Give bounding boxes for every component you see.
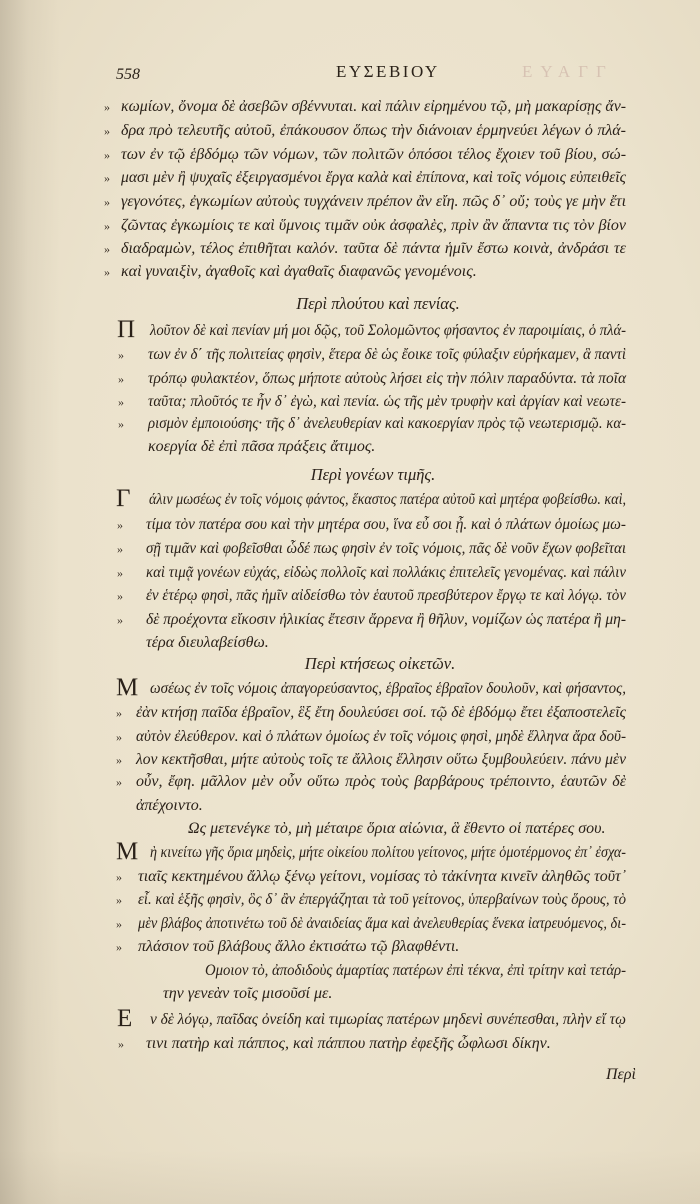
text-line <box>0 214 700 238</box>
line-text: δὲ προέχοντα εἴκοσιν ἡλικίας ἔτεσιν ἄρρενα ἢ θῆλυν, νομίζων ὡς πατέρα ἢ μη- <box>146 611 627 628</box>
line-text: Ως μετενέγκε τὸ, μὴ μέταιρε ὅρια αἰώνια, ἃ ἔθεντο οἱ πατέρες σου. <box>188 820 606 837</box>
quotation-mark: » <box>118 417 124 431</box>
line-text: άλιν μωσέως ἐν τοῖς νόμοις φάντος, ἕκαστος πατέρα αὐτοῦ καὶ μητέρα φοβείσθω. καὶ, <box>149 491 626 508</box>
drop-initial: Μ <box>116 674 139 701</box>
line-text: αὐτὸν ἐλεύθερον. καὶ ὁ πλάτων ὁμοίως ἐν τοῖς νόμοις φησὶ, μηδὲ ἕλληνα ἄρα δοῦ- <box>136 728 627 745</box>
text-line <box>0 119 700 143</box>
line-text: εἶ. καὶ ἑξῆς φησὶν, ὃς δ᾽ ἂν ἐπεργάζηται τὰ τοῦ γείτονος, ὑπερβαίνων τοὺς ὅρους, τὸ <box>138 891 627 908</box>
section-heading <box>0 463 700 487</box>
text-line <box>0 608 700 632</box>
text-line <box>0 770 700 794</box>
quotation-mark: » <box>104 242 110 256</box>
quotation-mark: » <box>104 219 110 233</box>
quotation-mark: » <box>104 148 110 162</box>
line-text: των ἐν δ΄ τῆς πολιτείας φησὶν, ἕτερα δὲ ὡς ἔοικε τοῖς φύλαξιν εὑρήκαμεν, ἃ παντὶ <box>148 346 627 363</box>
text-line <box>0 412 700 436</box>
text-line <box>0 725 700 749</box>
running-head: ΕΥΣΕΒΙΟΥ <box>336 62 440 81</box>
line-text: καὶ τιμᾷ γονέων εὐχάς, εἰδὼς πολλοῖς καὶ πολλάκις ἐπιτελεῖς γενομένας. καὶ πάλιν <box>146 564 626 581</box>
line-text: καὶ γυναιξὶν, ἀγαθοῖς καὶ ἀγαθαῖς διαφανῶς γενομένοις. <box>121 263 477 280</box>
quotation-mark: » <box>116 917 122 931</box>
text-line <box>0 561 700 585</box>
text-line <box>0 237 700 261</box>
section-heading <box>0 652 700 676</box>
text-line <box>0 390 700 414</box>
quotation-mark: » <box>104 124 110 138</box>
line-text: των ἐν τῷ ἑβδόμῳ τῶν νόμων, τῶν πολιτῶν ὁπόσοι τέλος ἔχοιεν τοῦ βίου, σώ- <box>121 146 627 163</box>
line-text: ν δὲ λόγῳ, παῖδας ὀνείδη καὶ τιμωρίας πατέρων μηδενὶ συνέπεσθαι, πλὴν εἴ τῳ <box>150 1011 626 1028</box>
drop-initial: Ε <box>117 1005 133 1032</box>
citation-line <box>0 982 700 1006</box>
quotation-mark: » <box>118 395 124 409</box>
line-text: δρα πρὸ τελευτῆς αὐτοῦ, ἐπάκουσον ὅπως τὴν διάνοιαν ἑρμηνεύει λέγων ὁ πλά- <box>121 122 626 139</box>
line-text: ἐν ἑτέρῳ φησὶ, πᾶς ἡμῖν αἰδείσθω τὸν ἑαυτοῦ πρεσβύτερον ἔργῳ τε καὶ λόγῳ. τὸν <box>146 587 626 604</box>
line-text: οὖν, ἔφη. μᾶλλον μὲν οὖν οὕτω πρὸς τοὺς βαρβάρους τρέποιντο, ἑαυτῶν δὲ <box>136 773 627 790</box>
section-heading <box>0 292 700 316</box>
line-text: μὲν βλάβος ἀποτινέτω τοῦ δὲ ἀναιδείας ἅμα καὶ ἀνελευθερίας ἕνεκα ἰατρευόμενος, δι- <box>138 915 627 932</box>
line-text: λον κεκτῆσθαι, μήτε αὐτοὺς τοῖς τε ἄλλοις ἕλλησιν οὕτω ξυμβουλεύειν. πάνυ μὲν <box>136 751 626 768</box>
line-text: τινι πατὴρ καὶ πάππος, καὶ πάππου πατὴρ ἐφεξῆς ὦφλωσι δίκην. <box>146 1035 551 1052</box>
text-line <box>0 674 700 701</box>
line-text: Ομοιον τὸ, ἀποδιδοὺς ἁμαρτίας πατέρων ἐπὶ τέκνα, ἐπὶ τρίτην καὶ τετάρ- <box>205 962 627 979</box>
text-line <box>0 95 700 119</box>
text-line <box>0 190 700 214</box>
quotation-mark: » <box>118 1037 124 1051</box>
quotation-mark: » <box>118 372 124 386</box>
text-line <box>0 537 700 561</box>
text-line <box>0 584 700 608</box>
line-text: τέρα διευλαβείσθω. <box>146 634 269 651</box>
line-text: κοεργία δὲ ἐπὶ πᾶσα πράξεις ἄτιμος. <box>148 438 376 455</box>
line-text: ἐὰν κτήσῃ παῖδα ἑβραῖον, ἓξ ἔτη δουλεύσει σοί. τῷ δὲ ἑβδόμῳ ἔτει ἐξαποστελεῖς <box>136 704 626 721</box>
quotation-mark: » <box>117 518 123 532</box>
line-text: την γενεὰν τοῖς μισοῦσί με. <box>163 985 333 1002</box>
quotation-mark: » <box>116 775 122 789</box>
citation-line <box>0 817 700 841</box>
heading-text: Περὶ πλούτου καὶ πενίας. <box>296 294 460 313</box>
quotation-mark: » <box>104 100 110 114</box>
quotation-mark: » <box>118 348 124 362</box>
quotation-mark: » <box>116 870 122 884</box>
drop-initial: Π <box>117 316 136 343</box>
text-line <box>0 1005 700 1032</box>
line-text: σῇ τιμᾶν καὶ φοβεῖσθαι ὧδέ πως φησὶν ἐν τοῖς νόμοις, πᾶς δὲ νοῦν ἔχων φοβεῖται <box>146 540 627 557</box>
text-line <box>0 888 700 912</box>
text-line <box>0 912 700 936</box>
line-text: ὴ κινείτω γῆς ὅρια μηδεὶς, μήτε οἰκείου πολίτου γείτονος, μήτε ὁμοτέρμονος ἐπ᾽ ἐσχα- <box>150 844 626 861</box>
text-line <box>0 794 700 818</box>
quotation-mark: » <box>116 893 122 907</box>
drop-initial: Γ <box>116 485 131 512</box>
quotation-mark: » <box>116 730 122 744</box>
catchword: Περὶ <box>606 1066 636 1083</box>
quotation-mark: » <box>104 195 110 209</box>
line-text: ταῦτα; πλοῦτός τε ἦν δ᾽ ἐγὼ, καὶ πενία. ὡς τῆς μὲν τρυφὴν καὶ ἀργίαν καὶ νεωτε- <box>148 393 626 410</box>
quotation-mark: » <box>117 542 123 556</box>
text-line <box>0 935 700 959</box>
text-line <box>0 343 700 367</box>
line-text: διαδραμὼν, τέλος ἐπιθῆται καλόν. ταῦτα δὲ πάντα ἡμῖν ἔστω κοινὰ, ἀνδράσι τε <box>121 240 626 257</box>
citation-line <box>0 959 700 983</box>
line-text: τιαῖς κεκτημένου ἄλλῳ ξένῳ γείτονι, νομίσας τὸ τἀκίνητα κινεῖν ἀληθῶς τοῦτ᾽ <box>138 868 627 885</box>
line-text: τίμα τὸν πατέρα σου καὶ τὴν μητέρα σου, ἵνα εὖ σοι ᾖ. καὶ ὁ πλάτων ὁμοίως μω- <box>146 516 627 533</box>
line-text: κωμίων, ὄνομα δὲ ἀσεβῶν σβέννυται. καὶ πάλιν εἰρημένου τῷ, μὴ μακαρίσῃς ἄν- <box>121 98 627 115</box>
line-text: τρόπῳ φυλακτέον, ὅπως μήποτε αὐτοὺς λήσει εἰς τὴν πόλιν παραδύντα. τὰ ποῖα <box>148 370 627 387</box>
text-line <box>0 1032 700 1056</box>
line-text: ωσέως ἐν τοῖς νόμοις ἀπαγορεύσαντος, ἑβραῖος ἑβραῖον δουλοῦν, καὶ φήσαντος, <box>150 680 627 697</box>
text-line <box>0 316 700 343</box>
line-text: πλάσιον τοῦ βλάβους ἄλλο ἐκτισάτω τῷ βλαφθέντι. <box>138 938 460 955</box>
text-line <box>0 748 700 772</box>
quotation-mark: » <box>116 706 122 720</box>
line-text: λοῦτον δὲ καὶ πενίαν μή μοι δῷς, τοῦ Σολομῶντος φήσαντος ἐν παροιμίαις, ὁ πλά- <box>150 322 627 339</box>
text-line <box>0 435 700 459</box>
line-text: μασι μὲν ἢ ψυχαῖς ἐξειργασμένοι ἔργα καλὰ καὶ ἐπίπονα, καὶ τοῖς νόμοις εὐπειθεῖς <box>121 169 626 186</box>
text-line <box>0 143 700 167</box>
text-line <box>0 513 700 537</box>
line-text: ζῶντας ἐγκωμίοις τε καὶ ὕμνοις τιμᾶν οὐκ ἀσφαλὲς, πρὶν ἂν ἅπαντα τις τὸν βίον <box>121 217 626 234</box>
text-line <box>0 838 700 865</box>
drop-initial: Μ <box>116 838 139 865</box>
quotation-mark: » <box>117 613 123 627</box>
text-line <box>0 701 700 725</box>
quotation-mark: » <box>104 265 110 279</box>
line-text: ρισμὸν ἐμποιούσης· τῆς δ᾽ ἀνελευθερίαν καὶ κακοεργίαν πρὸς τῷ νεωτερισμῷ. κα- <box>148 415 626 432</box>
line-text: γεγονότες, ἐγκωμίων αὐτοὺς τυγχάνειν πρέπον ἂν εἴη. πῶς δ᾽ οὔ; τοὺς γε μὴν ἔτι <box>121 193 627 210</box>
show-through-text: ΕΥΑΓΓ <box>522 62 614 81</box>
page-number: 558 <box>116 66 140 83</box>
line-text: ἀπέχοιντο. <box>136 797 203 814</box>
quotation-mark: » <box>116 940 122 954</box>
text-line <box>0 485 700 512</box>
quotation-mark: » <box>117 589 123 603</box>
text-line <box>0 367 700 391</box>
text-line <box>0 260 700 284</box>
quotation-mark: » <box>117 566 123 580</box>
quotation-mark: » <box>104 171 110 185</box>
text-line <box>0 166 700 190</box>
heading-text: Περὶ κτήσεως οἰκετῶν. <box>304 654 456 673</box>
text-line <box>0 865 700 889</box>
heading-text: Περὶ γονέων τιμῆς. <box>310 465 436 484</box>
quotation-mark: » <box>116 753 122 767</box>
